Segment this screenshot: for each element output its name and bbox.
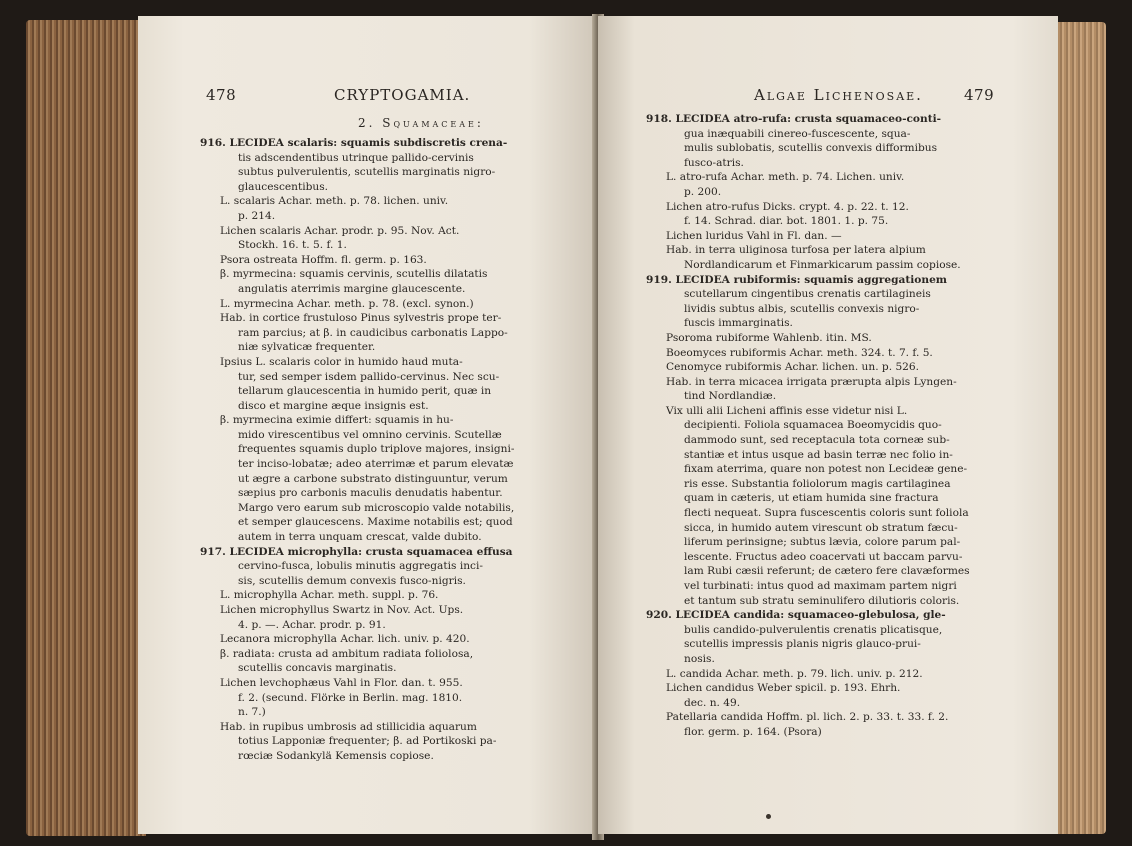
text-line: lescente. Fructus adeo coacervati ut baccam parvu- — [684, 550, 963, 563]
text-line: nosis. — [684, 652, 715, 665]
text-line: Hab. in rupibus umbrosis ad stillicidia aquarum — [220, 720, 477, 733]
text-line: β. myrmecina: squamis cervinis, scutellis dilatatis — [220, 268, 488, 281]
text-line: glaucescentibus. — [238, 180, 329, 193]
text-line: Vix ulli alii Licheni affinis esse videtur nisi L. — [666, 404, 908, 417]
text-line: sis, scutellis demum convexis fusco-nigris. — [238, 574, 466, 587]
text-line: Lichen candidus Weber spicil. p. 193. Ehrh. — [666, 682, 901, 695]
text-line: stantiæ et intus usque ad basin terræ nec folio in- — [684, 448, 953, 461]
text-line: scutellarum cingentibus crenatis cartilagineis — [684, 288, 931, 301]
text-line: tellarum glaucescentia in humido perit, quæ in — [238, 385, 492, 398]
text-line: Lichen levchophæus Vahl in Flor. dan. t. 955. — [220, 676, 463, 689]
text-line: vel turbinati: intus quod ad maximam partem nigri — [684, 580, 957, 592]
running-title: Algae Lichenosae. — [754, 86, 923, 104]
text-line: Lichen atro-rufus Dicks. crypt. 4. p. 22. t. 12. — [666, 200, 909, 213]
text-line: f. 2. (secund. Flörke in Berlin. mag. 1810. — [238, 691, 463, 704]
text-line: ris esse. Substantia foliolorum magis cartilaginea — [684, 477, 951, 490]
text-line: scutellis impressis planis nigris glauco-prui- — [684, 638, 921, 651]
text-line: ut ægre a carbone substrato distinguuntur, verum — [238, 472, 508, 485]
text-line: fixam aterrima, quare non potest non Lecideæ gene- — [684, 463, 968, 476]
section-heading: 2. Squamaceae: — [358, 116, 484, 130]
text-line: decipienti. Foliola squamacea Boeomycidis quo- — [684, 419, 942, 432]
open-book — [26, 14, 1106, 840]
text-line: 4. p. —. Achar. prodr. p. 91. — [238, 618, 386, 631]
text-line: β. radiata: crusta ad ambitum radiata foliolosa, — [220, 647, 474, 660]
text-line: Stockh. 16. t. 5. f. 1. — [238, 239, 347, 252]
page-number: 479 — [964, 86, 995, 104]
text-line: p. 200. — [684, 185, 722, 198]
text-line: Cenomyce rubiformis Achar. lichen. un. p. 526. — [666, 361, 920, 374]
text-line: Hab. in terra micacea irrigata prærupta alpis Lyngen- — [666, 375, 957, 388]
text-line: Margo vero earum sub microscopio valde notabilis, — [238, 501, 515, 514]
text-line: 920. LECIDEA candida: squamaceo-glebulosa, gle- — [646, 609, 946, 622]
text-line: dec. n. 49. — [684, 696, 741, 709]
text-line: autem in terra unquam crescat, valde dubito. — [238, 531, 482, 544]
text-line: dammodo sunt, sed receptacula tota corneæ sub- — [684, 434, 950, 447]
text-line: bulis candido-pulverulentis crenatis plicatisque, — [684, 623, 943, 636]
text-line: 919. LECIDEA rubiformis: squamis aggregationem — [646, 273, 948, 286]
text-line: cervino-fusca, lobulis minutis aggregatis inci- — [238, 560, 483, 573]
text-line: et semper glaucescens. Maxime notabilis est; quod — [238, 516, 513, 529]
page-number: 478 — [206, 86, 237, 104]
text-line: Hab. in terra uliginosa turfosa per latera alpium — [666, 244, 926, 257]
text-line: Psoroma rubiforme Wahlenb. itin. MS. — [666, 331, 872, 344]
text-line: gua inæquabili cinereo-fuscescente, squa- — [684, 127, 911, 140]
text-line: subtus pulverulentis, scutellis marginatis nigro- — [238, 166, 496, 179]
right-page — [598, 16, 1058, 834]
text-line: Lichen luridus Vahl in Fl. dan. — — [666, 229, 842, 242]
text-line: 917. LECIDEA microphylla: crusta squamacea effusa — [200, 545, 513, 558]
text-line: et tantum sub stratu seminulifero dilutioris coloris. — [684, 594, 960, 607]
left-page — [138, 16, 598, 834]
text-line: tind Nordlandiæ. — [684, 390, 777, 403]
text-line: L. microphylla Achar. meth. suppl. p. 76. — [220, 589, 439, 602]
text-line: mulis sublobatis, scutellis convexis difformibus — [684, 142, 938, 155]
text-line: Psora ostreata Hoffm. fl. germ. p. 163. — [220, 253, 427, 266]
text-line: rœciæ Sodankylä Kemensis copiose. — [238, 749, 434, 762]
text-line: fusco-atris. — [684, 156, 744, 169]
right-text-block — [646, 112, 1036, 740]
text-line: angulatis aterrimis margine glaucescente. — [238, 282, 466, 295]
text-line: Lichen microphyllus Swartz in Nov. Act. Ups. — [220, 604, 464, 616]
text-line: lividis subtus albis, scutellis convexis nigro- — [684, 302, 920, 315]
text-line: Boeomyces rubiformis Achar. meth. 324. t. 7. f. 5. — [666, 346, 933, 359]
text-line: liferum perinsigne; subtus lævia, colore parum pal- — [684, 536, 961, 549]
left-page-edges — [26, 20, 146, 836]
text-line: Lichen scalaris Achar. prodr. p. 95. Nov. Act. — [220, 224, 460, 237]
text-line: sæpius pro carbonis maculis denudatis habentur. — [238, 487, 503, 500]
text-line: f. 14. Schrad. diar. bot. 1801. 1. p. 75. — [684, 215, 889, 228]
text-line: Patellaria candida Hoffm. pl. lich. 2. p. 33. t. 33. f. 2. — [666, 711, 949, 724]
text-line: L. candida Achar. meth. p. 79. lich. univ. p. 212. — [666, 667, 923, 680]
text-line: β. myrmecina eximie differt: squamis in hu- — [220, 414, 454, 427]
left-text-block — [200, 136, 578, 764]
text-line: disco et margine æque insignis est. — [238, 399, 429, 412]
text-line: quam in cæteris, ut etiam humida sine fractura — [684, 492, 939, 505]
text-line: mido virescentibus vel omnino cervinis. Scutellæ — [238, 428, 502, 441]
text-line: L. atro-rufa Achar. meth. p. 74. Lichen. univ. — [666, 171, 905, 184]
text-line: ter inciso-lobatæ; adeo aterrimæ et parum elevatæ — [238, 458, 514, 471]
text-line: niæ sylvaticæ frequenter. — [238, 341, 376, 354]
text-line: sicca, in humido autem virescunt ob stratum fæcu- — [684, 521, 958, 534]
text-line: Lecanora microphylla Achar. lich. univ. p. 420. — [220, 633, 470, 646]
running-title: CRYPTOGAMIA. — [334, 86, 471, 104]
text-line: tur, sed semper isdem pallido-cervinus. Nec scu- — [238, 370, 500, 383]
text-line: p. 214. — [238, 209, 276, 222]
text-line: lam Rubi cæsii referunt; de cætero fere clavæformes — [684, 565, 970, 578]
text-line: Ipsius L. scalaris color in humido haud muta- — [220, 355, 463, 368]
text-line: ram parcius; at β. in caudicibus carbonatis Lappo- — [238, 326, 508, 339]
text-line: frequentes squamis duplo triplove majores, insigni- — [238, 443, 515, 456]
text-line: scutellis concavis marginatis. — [238, 662, 397, 675]
text-line: 916. LECIDEA scalaris: squamis subdiscretis crena- — [200, 137, 508, 149]
text-line: flor. germ. p. 164. (Psora) — [684, 725, 822, 738]
text-line: fuscis immarginatis. — [684, 317, 793, 330]
text-line: flecti nequeat. Supra fuscescentis coloris sunt foliola — [684, 507, 969, 520]
ink-spot — [766, 814, 771, 819]
text-line: n. 7.) — [238, 706, 266, 719]
text-line: totius Lapponiæ frequenter; β. ad Portikoski pa- — [238, 735, 497, 748]
text-line: L. myrmecina Achar. meth. p. 78. (excl. synon.) — [220, 297, 474, 310]
text-line: Nordlandicarum et Finmarkicarum passim copiose. — [684, 258, 961, 271]
text-line: 918. LECIDEA atro-rufa: crusta squamaceo-conti- — [646, 113, 942, 125]
right-page-edges — [1054, 22, 1106, 834]
text-line: L. scalaris Achar. meth. p. 78. lichen. univ. — [220, 195, 449, 208]
text-line: tis adscendentibus utrinque pallido-cervinis — [238, 151, 474, 164]
text-line: Hab. in cortice frustuloso Pinus sylvestris prope ter- — [220, 312, 502, 325]
